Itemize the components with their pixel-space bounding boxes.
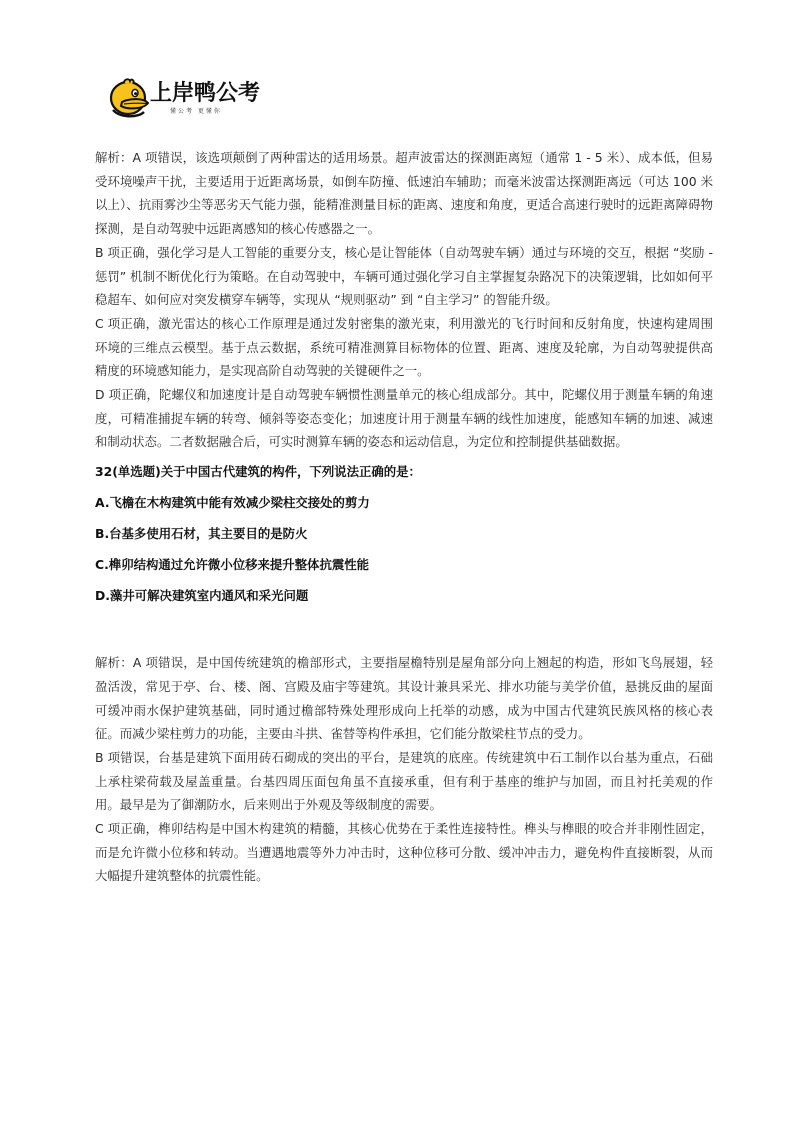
brand-slogan: 懂公考 更懂你 — [170, 108, 222, 115]
section-spacer — [95, 611, 713, 651]
analysis-paragraph-d: D 项正确，陀螺仪和加速度计是自动驾驶车辆惯性测量单元的核心组成部分。其中，陀螺仪用于测量车辆的角速度，可精准捕捉车辆的转弯、倾斜等姿态变化；加速度计用于测量车辆的线性加速度，能感知车辆的加速、减速和制动状态。二者数据融合后，可实时测算车辆的姿态和运动信息，为定位和控制提供基础数据。 — [95, 387, 713, 450]
question-option-c: C.榫卯结构通过允许微小位移来提升整体抗震性能 — [95, 557, 370, 573]
brand-name: 上岸鸭公考 — [150, 81, 261, 106]
document-body — [95, 146, 713, 888]
question-option-a: A.飞檐在木构建筑中能有效减少梁柱交接处的剪力 — [95, 495, 370, 511]
question-option-d: D.藻井可解决建筑室内通风和采光问题 — [95, 588, 309, 604]
analysis-paragraph-c: C 项正确，激光雷达的核心工作原理是通过发射密集的激光束，利用激光的飞行时间和反射角度，快速构建周围环境的三维点云模型。基于点云数据，系统可精准测算目标物体的位置、距离、速度及轮廓，为自动驾驶提供高精度的环境感知能力，是实现高阶自动驾驶的关键硬件之一。 — [95, 315, 713, 379]
analysis-paragraph-a: 解析：A 项错误，该选项颠倒了两种雷达的适用场景。超声波雷达的探测距离短（通常 1 - 5 米）、成本低，但易受环境噪声干扰，主要适用于近距离场景，如倒车防撞、低速泊车辅助；而毫米波雷达探测距离远（可达 100 米以上）、抗雨雾沙尘等恶劣天气能力强，能精准测量目标的距离、速度和角度，更适合高速行驶时的远距离障碍物探测，是自动驾驶中远距离感知的核心传感器之一。 — [95, 150, 713, 237]
analysis2-paragraph-a: 解析：A 项错误，是中国传统建筑的檐部形式，主要指屋檐特别是屋角部分向上翘起的构造，形如飞鸟展翅，轻盈活泼，常见于亭、台、楼、阁、宫殿及庙宇等建筑。其设计兼具采光、排水功能与美学价值，悬挑反曲的屋面可缓冲雨水保护建筑基础，同时通过檐部特殊处理形成向上托举的动感，成为中国古代建筑民族风格的核心表征。而减少梁柱剪力的功能，主要由斗拱、雀替等构件承担，它们能分散梁柱节点的受力。 — [95, 655, 713, 742]
analysis2-paragraph-c: C 项正确，榫卯结构是中国木构建筑的精髓，其核心优势在于柔性连接特性。榫头与榫眼的咬合并非刚性固定，而是允许微小位移和转动。当遭遇地震等外力冲击时，这种位移可分散、缓冲冲击力，避免构件直接断裂，从而大幅提升建筑整体的抗震性能。 — [95, 821, 713, 884]
analysis2-paragraph-b: B 项错误，台基是建筑下面用砖石砌成的突出的平台，是建筑的底座。传统建筑中石工制作以台基为重点，石础上承柱梁荷载及屋盖重量。台基四周压面包角虽不直接承重，但有利于基座的维护与加固，而且衬托美观的作用。最早是为了御潮防水，后来则出于外观及等级制度的需要。 — [95, 749, 713, 813]
question-stem: 32(单选题)关于中国古代建筑的构件，下列说法正确的是： — [95, 464, 421, 480]
analysis-paragraph-b: B 项正确，强化学习是人工智能的重要分支，核心是让智能体（自动驾驶车辆）通过与环境的交互，根据 “奖励 - 惩罚” 机制不断优化行为策略。在自动驾驶中，车辆可通过强化学习自主掌握复杂路况下的决策逻辑，比如如何平稳超车、如何应对突发横穿车辆等，实现从 “规则驱动” 到 “自主学习” 的智能升级。 — [95, 244, 713, 308]
brand-logo — [108, 76, 261, 122]
duck-logo-icon — [108, 76, 152, 120]
question-option-b: B.台基多使用石材，其主要目的是防火 — [95, 526, 308, 542]
